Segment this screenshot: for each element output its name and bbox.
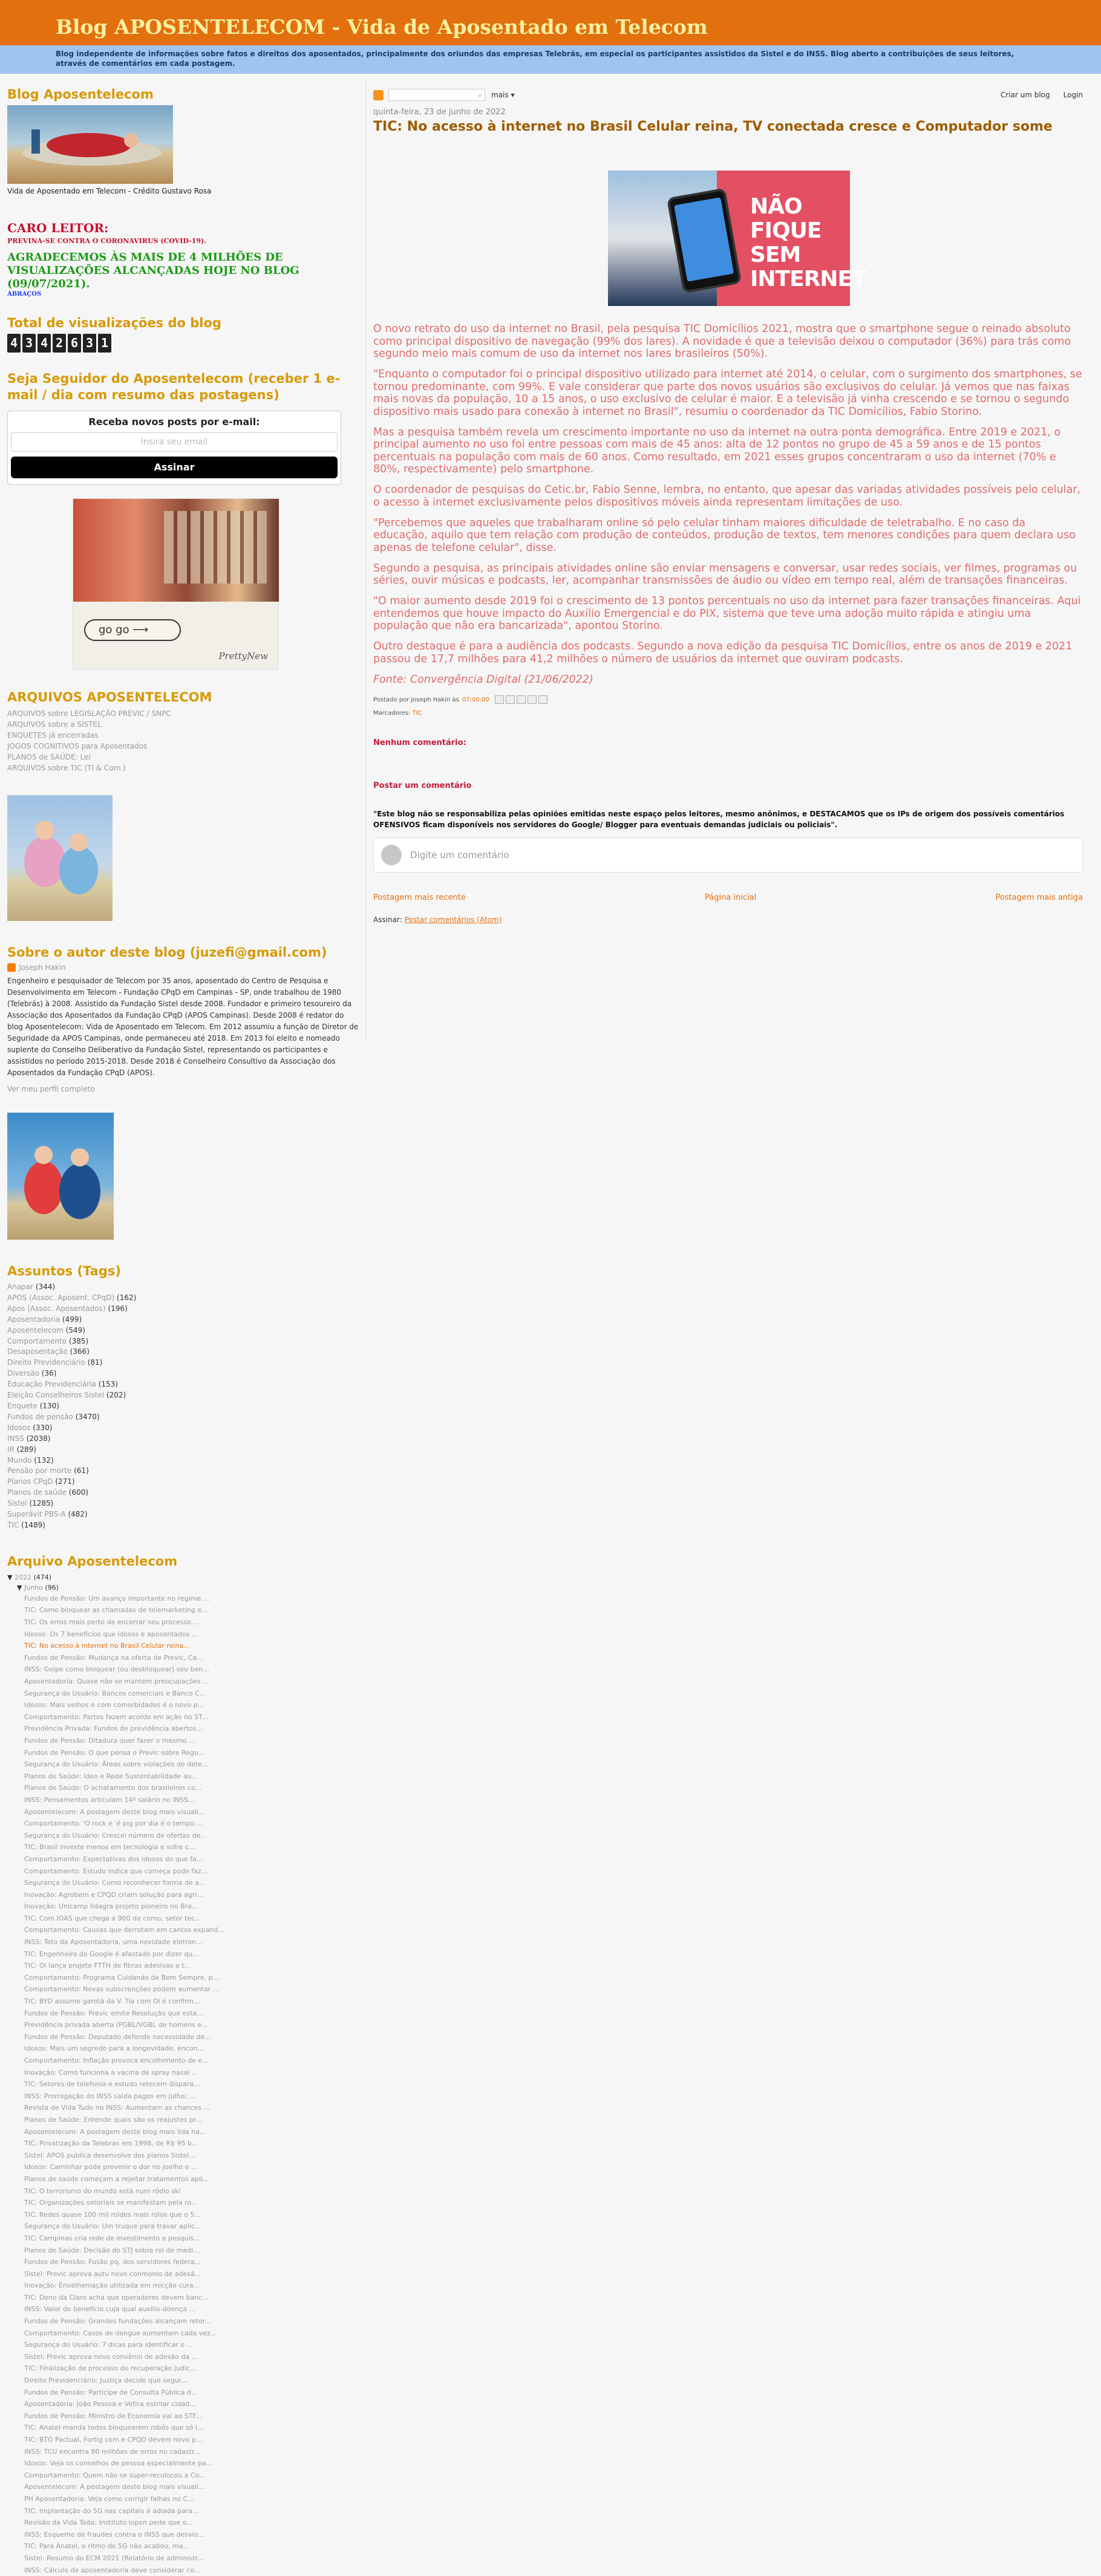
tag-item[interactable]: Enquete (130) [7,1401,59,1410]
advertisement[interactable] [73,498,278,669]
follow-title: Seja Seguidor do Aposentelecom (receber 1 e-mail / dia com resumo das postagens) [7,371,341,402]
home-link[interactable]: Página inicial [705,893,757,902]
labels-prefix: Marcadores: [373,710,411,717]
archive-post-link[interactable]: TIC: Oi lança projeto FTTH de fibras adesivas e t... [24,1962,191,1970]
archive-post-link[interactable]: Planos de Saúde: Entende quais são os reajustes pr... [24,2115,202,2124]
archive-post-link[interactable]: TIC: BTG Pactual, Fortig com e CPQD devem novo p... [24,2436,203,2444]
post-title[interactable]: TIC: No acesso à internet no Brasil Celular reina, TV conectada cresce e Computador some [373,119,1053,134]
post-labels [373,710,1083,717]
pinterest-icon[interactable] [538,695,547,704]
post-source: Fonte: Convergência Digital (21/06/2022) [373,673,593,686]
archive-post-link[interactable]: INSS: Golpe como bloquear (ou desbloquear) seu ben... [24,1665,209,1674]
archive-post-link[interactable]: Comportamento: Quem não se super-recolocou a Co... [24,2471,206,2479]
search-icon[interactable]: ⌕ [478,90,482,99]
caro-leitor-heading: CARO LEITOR: [7,221,109,235]
blog-this-icon[interactable] [506,695,515,704]
archive-post-link[interactable]: Aposentadoria: João Pessoa e Vetira estrilar cidad... [24,2400,196,2408]
tag-item[interactable]: Superávit PBS-A (482) [7,1510,88,1519]
tag-item[interactable]: Planos de saúde (600) [7,1488,89,1497]
post-paragraph: O novo retrato do uso da internet no Brasil, pela pesquisa TIC Domicílios 2021, mostra que o smartphone segue o reinado absoluto como principal dispositivo de navegação (99% dos lares). A novidade é que a televisão deixou o computador (36%) para trás como segundo meio mais comum de uso da internet nos lares brasileiros (50%). [373,323,1071,360]
archive-post-link[interactable]: Aposentelecom: A postagem deste blog mais visuali... [24,2483,205,2491]
archive-post-link[interactable]: TIC: O terrorismo do mundo está num ródio ski [24,2187,181,2195]
post-date: quinta-feira, 23 de junho de 2022 [373,108,506,117]
tag-item[interactable]: Pensão por morte (61) [7,1466,89,1475]
archive-post-link[interactable]: Inovação: Envelhemação utilizada em micção cura... [24,2282,200,2290]
tag-item[interactable]: Sistel (1285) [7,1499,54,1508]
archive-post-link[interactable]: Direito Previdenciário: Justiça decide que segur... [24,2376,188,2385]
post-paragraph: "Percebemos que aqueles que trabalharam online só pelo celular tinham maiores dificuldade de teletrabalho. E no caso da educação, aquilo que tem relação com produção de conteúdos, produção de textos, tem menores condições para quem declara uso apenas de telefone celular", disse. [373,516,1076,554]
archive-post-link[interactable]: Sistel: Previc aprova autu novo conmonio de adesã... [24,2269,201,2278]
archive-tree [7,1572,359,2576]
archive-title: Arquivo Aposentelecom [7,1553,178,1569]
archive-post-link[interactable]: Sistel: APOS publica desenvolve dos planos Sistel... [24,2151,196,2159]
counter-digit: 2 [53,334,66,353]
archive-post-link[interactable]: INSS: Valor do benefício cuja qual auxílio-doença ... [24,2305,195,2314]
navbar [373,87,1083,103]
email-subscribe-box [7,411,341,485]
header-illustration [7,105,173,184]
tag-item[interactable]: Idosos (330) [7,1423,53,1432]
archives-link[interactable]: ARQUIVOS sobre LEGISLAÇÃO PREVIC / SNPC [7,709,171,718]
archive-post-link[interactable]: Fundos de Pensão: Ministro de Economia vai ao STF... [24,2412,202,2420]
tag-item[interactable]: Desaposentação (366) [7,1347,90,1356]
search-input[interactable] [388,89,485,101]
blogger-logo-icon[interactable] [373,90,384,100]
archive-year[interactable] [7,1572,359,1582]
archive-post-link[interactable]: TIC: Engenheiro do Google é afastado por dizer qu... [24,1950,199,1958]
archive-post-link[interactable]: Fundos de Pensão: Fusão pq. dos servidores federa... [24,2258,201,2266]
abracos-text: ABRAÇOS [7,291,42,298]
counter-digit: 6 [68,334,81,353]
archive-post-link[interactable]: TIC: Dono da Claro acha que operadores devem banc... [24,2293,209,2301]
archive-post-link[interactable]: Comportamento: Causas que derrotam em cantos expand... [24,1926,225,1934]
archive-post-link[interactable]: Planos de Saúde: Decisão do STJ sobre rol de medi... [24,2246,200,2254]
post-body [373,323,1083,686]
archive-post-link[interactable]: TIC: Organizações setoriais se manifestam pela ro... [24,2199,198,2207]
archive-post-link[interactable]: TIC: Redes quase 100 mil roldes mais rolos que o 5... [24,2210,201,2219]
tag-item[interactable]: Fundos de pensão (3470) [7,1412,100,1421]
post-navigation [373,893,1083,902]
tags-title: Assuntos (Tags) [7,1264,121,1278]
author-profile-link[interactable]: Ver meu perfil completo [7,1085,95,1093]
archives-link[interactable]: ENQUETES já encerradas [7,731,99,740]
atom-feed-link[interactable]: Postar comentários (Atom) [404,916,502,924]
covid-notice: PREVINA-SE CONTRA O CORONAVIRUS (COVID-19). [7,237,207,245]
author-bio: Engenheiro e pesquisador de Telecom por 35 anos, aposentado do Centro de Pesquisa e Desenvolvimento em Telecom - Fundação CPqD em Campinas - SP, onde trabalhou de 1980 (Telebrás) à 2008. Assistido da Fundação Sistel desde 2008. Fundador e primeiro tesoureiro da Associação dos Aposentados da Fundação CPqD (APOS Campinas). Desde 2008 é redator do blog Aposentelecom: Vida de Aposentado em Telecom. Em 2012 assumiu a função de Diretor de Seguridade da APOS Campinas, onde permaneceu até 2018. Em 2013 foi eleito e nomeado suplente do Conselho Deliberativo da Fundação Sistel, representando os participantes e assistidos no período 2015-2018. Desde 2018 é Conselheiro Consultivo da Associação dos Aposentados da Fundação CPqD (APOS). [7,977,359,1077]
archive-post-link[interactable]: TIC: Como bloquear as chamadas de telemarketing e... [24,1606,208,1615]
share-buttons [495,695,547,704]
beach-walk-illustration [7,1113,114,1240]
blog-section-title: Blog Aposentelecom [7,87,154,102]
archive-post-link[interactable]: Previdência Privada: Fundos de previdência abertos... [24,1725,203,1733]
counter-digit: 4 [38,334,51,353]
comment-placeholder: Digite um comentário [410,850,509,860]
more-menu[interactable]: mais ▾ [491,91,515,99]
post-paragraph: "O maior aumento desde 2019 foi o crescimento de 13 pontos percentuais no uso da internet para fazer transações financeiras. Aqui entendemos que houve impacto do Auxílio Emergencial e do PIX, sistema que teve uma adoção muito rápida e atingiu uma população que não era bancarizada", apontou Storino. [373,595,1081,632]
archive-post-link[interactable]: INSS: TCU encontra 80 milhões de erros no cadastr... [24,2447,200,2456]
archive-post-link[interactable]: TIC: Implantação do 5G nas capitais é adiada para... [24,2506,199,2515]
twitter-icon[interactable] [517,695,526,704]
post-comment-heading: Postar um comentário [373,781,472,790]
blogger-icon [7,963,16,972]
archive-post-link[interactable]: Segurança do Usuário: Crescei número de ofertas de... [24,1831,207,1839]
image-caption: Vida de Aposentado em Telecom - Crédito Gustavo Rosa [7,187,212,195]
archive-month-label[interactable]: Junho [24,1583,43,1592]
arrow-right-icon: ⟶ [132,623,149,636]
tag-item[interactable]: APOS (Assoc. Aposent. CPqD) (162) [7,1293,137,1302]
archive-post-link[interactable]: Idosos: Veja os conselhos de pessoa especialmente pa... [24,2459,213,2468]
archive-post-link[interactable]: Revisão da Vida Toda: Instituto lopen pede que o... [24,2519,193,2527]
archive-post-link[interactable]: TIC: Finalização de processo de recuperação judic... [24,2364,197,2373]
email-icon[interactable] [495,695,504,704]
tag-item[interactable]: Planos CPqD (271) [7,1477,75,1486]
post-paragraph: Segundo a pesquisa, as principais atividades online são enviar mensagens e conversar, usar redes sociais, ver filmes, programas ou séries, ouvir músicas e podcasts, ler, acompanhar transmissões de áudio ou vídeo em tempo real, além de transações financeiras. [373,562,1077,587]
archive-post-link[interactable]: Aposentelecom: A postagem deste blog mais visuali... [24,1807,205,1816]
ad-brand: PrettyNew [218,651,268,662]
archive-post-link[interactable]: TIC: Para Anatel, o ritmo do 5G não acabou, ma... [24,2542,190,2551]
archive-post-link[interactable]: Comportamento: Estudo indica que começa pode faz... [24,1867,208,1875]
post-image[interactable] [608,171,866,306]
archive-post-link[interactable]: Idosos: Mais velhos e com comorbidades é o novo p... [24,1701,204,1709]
archive-post-link[interactable]: Fundos de Pensão: Previc emite Resolução que esta... [24,2009,203,2017]
counter-digit: 3 [83,334,96,353]
archive-post-link[interactable]: Comportamento: Casos de dengue aumentam cada vez... [24,2329,217,2337]
tag-item[interactable]: Eleição Conselheiros Sistel (202) [7,1391,126,1400]
archive-post-link[interactable]: TIC: Anatel manda todos bloquearem robôs que só l... [24,2424,204,2432]
archive-post-link[interactable]: Fundos de Pensão: Um avanço importante no regime ... [24,1594,210,1602]
no-comments-heading: Nenhum comentário: [373,738,466,747]
archive-month[interactable] [7,1582,359,1593]
author-profile[interactable] [7,963,359,972]
archive-post-link[interactable]: Comportamento: 'O rock e 'é pig por dia é o tempo ... [24,1820,203,1828]
archive-post-link[interactable]: TIC: No acesso à internet no Brasil Celular reina... [24,1642,190,1650]
archives-links [7,708,359,773]
archive-year-label[interactable]: 2022 [14,1573,31,1581]
archive-post-link[interactable]: INSS: Pensamentos articulam 14º salário no INSS... [24,1795,195,1804]
counter-digit: 3 [22,334,36,353]
tag-item[interactable]: Educação Previdenciária (153) [7,1380,118,1389]
archive-post-link[interactable]: Comportamento: Novas subscrenções podem aumentar ... [24,1985,220,1994]
subscribe-button[interactable]: Assinar [11,457,338,478]
archive-post-link[interactable]: Previdência privada aberta (PGBL/VGBL de homens e... [24,2021,208,2029]
archive-post-link[interactable]: INSS: Cálculo de aposentadoria deve considerar co... [24,2566,201,2574]
tag-item[interactable]: Diversão (36) [7,1369,57,1378]
facebook-icon[interactable] [528,695,537,704]
archive-post-link[interactable]: Comportamento: Expectativas dos idosos do que fa... [24,1855,203,1863]
ad-shelf-image [164,511,267,584]
tags-list [7,1282,359,1531]
archive-post-link[interactable]: Planos de Saúde: O achatamento dos brasileiros co... [24,1784,202,1792]
archive-post-link[interactable]: Segurança do Usuário: Como reconhecer forma de a... [24,1879,206,1887]
subscribe-prefix: Assinar: [373,916,402,924]
label-link[interactable]: TIC [412,710,422,717]
archive-post-link[interactable]: Sistel: Resumo do ECM 2021 (Relatório de administr... [24,2554,204,2562]
archives-link[interactable]: JOGOS COGNITIVOS para Aposentados [7,742,148,750]
create-blog-link[interactable]: Criar um blog [1000,91,1050,99]
tag-item[interactable]: Comportamento (385) [7,1336,89,1345]
post-paragraph: "Enquanto o computador foi o principal dispositivo utilizado para internet até 2014, o celular, com o surgimento dos smartphones, se tornou predominante, com 99%. E vale considerar que parte dos novos usuários são exclusivos do celular. Já vemos que nas faixas mais novas da população, 10 a 15 anos, o uso exclusivo de celular é maior. E a televisão já vinha crescendo e se tornou o segundo dispositivo mais usado para conexão à internet no Brasil", resumiu o coordenador da TIC Domicílios, Fabio Storino. [373,368,1082,418]
tag-item[interactable]: IR (289) [7,1445,36,1454]
archive-post-link[interactable]: Segurança do Usuário: 7 dicas para identificar o ... [24,2341,194,2349]
archive-post-link[interactable]: Fundos de Pensão: Ditadura quer fazer o mesmo ... [24,1736,195,1745]
blog-title[interactable]: Blog APOSENTELECOM - Vida de Aposentado em Telecom [56,15,708,39]
comment-disclaimer: "Este blog não se responsabiliza pelas opiniões emitidas neste espaço pelos leitores, mesmo anônimos, e DESTACAMOS que os IPs de origem dos possíveis comentários OFENSIVOS ficam disponíveis nos servidores do Google/ Blogger para eventuais demandas judiciais ou policiais". [373,810,1065,829]
archive-post-link[interactable]: Inovação: Unicamp lidagra projeto pioneiro no Bra... [24,1902,198,1911]
archive-post-link[interactable]: Fundos de Pensão: Grandes fundações alcançam retor... [24,2317,211,2326]
archive-post-link[interactable]: TIC: Privatização da Telebras em 1998, de R$ 95 b... [24,2139,198,2148]
archive-post-link[interactable]: Aposentadoria: Quase não se mantém preocupações ... [24,1677,209,1685]
post-paragraph: Outro destaque é para a audiência dos podcasts. Segundo a nova edição da pesquisa TIC Domicílios, entre os anos de 2019 e 2021 passou de 17,7 milhões para 41,2 milhões o número de usuários da internet que ouviram podcasts. [373,640,1073,665]
archive-post-link[interactable]: Comportamento: Partos fazem acordo em ação no ST... [24,1712,209,1721]
expand-toggle-icon[interactable]: ▼ [17,1583,22,1592]
tag-item[interactable]: Mundo (132) [7,1456,54,1465]
tag-item[interactable]: TIC (1489) [7,1520,45,1529]
archive-post-link[interactable]: INSS: Teto da Aposentadoria, uma novidade eletron... [24,1938,203,1947]
archive-post-link[interactable]: Revista de Vida Tudo no INSS: Aumentam as chances ... [24,2104,211,2112]
archive-post-link[interactable]: TIC: BYD assume garotá da V. Tia com Oi é confirm... [24,1997,200,2006]
archive-post-link[interactable]: TIC: Com IOAS que chega a 900 de como, setor tec... [24,1914,201,1922]
posted-by: Postado por Joseph Hakin às [373,696,459,703]
column-divider [365,81,366,1042]
newer-post-link[interactable]: Postagem mais recente [373,893,466,902]
archive-post-link[interactable]: Sistel: Previc aprova novo convênio de adesão da ... [24,2352,198,2361]
login-link[interactable]: Login [1063,91,1083,99]
archive-post-link[interactable]: Fundos de Pensão: O que pensa o Previc sobre Regu... [24,1748,205,1757]
expand-toggle-icon[interactable]: ▼ [7,1573,13,1581]
archive-post-link[interactable]: Segurança do Usuário: Áreas sobre violações de dete... [24,1760,209,1769]
page-layout [0,74,1101,2574]
archives-link[interactable]: ARQUIVOS sobre a SISTEL [7,720,102,729]
archive-post-link[interactable]: TIC: Os erros mais perto de encerrar seu processo ... [24,1618,200,1627]
archive-month-count: (96) [45,1583,59,1592]
subscribe-feed [373,916,1083,924]
archives-link[interactable]: PLANOS de SAÚDE: Lei [7,753,91,761]
views-counter [7,334,359,353]
archive-post-link[interactable]: TIC: Campinas cria rede de investimento e pesquis... [24,2234,200,2242]
post-meta [373,695,1083,704]
older-post-link[interactable]: Postagem mais antiga [995,893,1083,902]
tag-item[interactable]: Direito Previdenciário (81) [7,1358,103,1367]
archive-post-link[interactable]: Comportamento: Inflação provoca encolhimento de e... [24,2057,209,2064]
archive-post-list [7,1593,359,2576]
archive-post-link[interactable]: Idosos: Mais um segredo para a longevidade, encon... [24,2044,204,2053]
subscribe-heading: Receba novos posts por e-mail: [88,416,260,428]
tag-item[interactable]: INSS (2038) [7,1434,51,1443]
post-paragraph: Mas a pesquisa também revela um crescimento importante no uso da internet na outra ponta demográfica. Entre 2019 e 2021, o principal aumento no uso foi entre pessoas com mais de 45 anos: alta de 12 pontos no grupo de 45 a 59 anos e de 15 pontos percentuais na população com mais de 60 anos. Como resultado, em 2021 esses grupos concentraram o uso da internet (70% e 80%, respectivamente) pelo smartphone. [373,426,1061,475]
archive-post-link[interactable]: Planos de Saúde: Ideo e Rede Sustentabilidade au... [24,1772,198,1780]
archive-post-link[interactable]: Aposentelecom: A postagem deste blog mais lida na... [24,2127,206,2136]
archive-post-link[interactable]: Segurança do Usuário: Bancos comerciais e Banco C... [24,1689,206,1697]
archive-post-link[interactable]: Fundos de Pensão: Deputado defende necessidade de... [24,2032,211,2041]
ad-cta-button[interactable] [84,619,181,641]
comment-input[interactable] [373,838,1083,873]
archive-post-link[interactable]: INSS: Prorrogação do INSS saída pagos em julho; ... [24,2092,196,2100]
archive-post-link[interactable]: Idosos: Caminhar pode prevenir o dor no joelho e ... [24,2163,198,2171]
archive-post-link[interactable]: Segurança do Usuário: Um truque para travar aplic... [24,2222,201,2231]
ad-cta-label: go go [99,623,129,636]
archive-post-link[interactable]: TIC: Setores de telefonia e estudo retecem dispara... [24,2080,200,2089]
blog-header [0,0,1101,45]
post-time-link[interactable]: 07:00:00 [462,696,489,703]
avatar [381,845,402,865]
archive-post-link[interactable]: Comportamento: Programa Cuidando de Bem Sempre, p... [24,1973,220,1982]
views-title: Total de visualizações do blog [7,316,221,330]
author-title: Sobre o autor deste blog (juzefi@gmail.com) [7,945,327,960]
counter-digit: 4 [7,334,21,353]
blog-description: Blog independente de informações sobre fatos e direitos dos aposentados, principalmente dos oriundos das empresas Telebrás, em especial os participantes assistidos da Sistel e do INSS. Blog aberto a contribuições de seus leitores, através de comentários em cada postagem. [0,45,1101,74]
archive-year-count: (474) [33,1573,52,1581]
archive-post-link[interactable]: INSS: Esqueme de fraudes contra o INSS que desvio... [24,2530,204,2539]
author-name[interactable]: Joseph Hakin [19,963,66,972]
sidebar [7,74,359,2576]
archive-post-link[interactable]: Planos de saúde começam a rejeitar tratamentos apó... [24,2174,209,2183]
archives-title: ARQUIVOS APOSENTELECOM [7,690,212,704]
archives-link[interactable]: ARQUIVOS sobre TIC (TI & Com.) [7,764,126,772]
beach-couple-illustration [7,795,113,921]
tag-item[interactable]: Aposentelecom (549) [7,1325,85,1335]
archive-post-link[interactable]: Inovação: Agrobem e CPQD criam solução para agri... [24,1890,203,1899]
archive-post-link[interactable]: Idosos: Os 7 benefícios que idosos e aposentados ... [24,1630,198,1638]
archive-post-link[interactable]: Fundos de Pensão: Participe de Consulta Pública d... [24,2388,198,2396]
counter-digit: 1 [98,334,111,353]
tag-item[interactable]: Apos (Assoc. Aposentados) (196) [7,1304,128,1313]
archive-post-link[interactable]: Fundos de Pensão: Mudança na oferta de Previc, Ca... [24,1653,203,1662]
post-image-headline: NÃO FIQUE SEM INTERNET [750,194,866,291]
archive-post-link[interactable]: Inovação: Como funciona a vacina de spray nasal ... [24,2068,198,2077]
post-paragraph: O coordenador de pesquisas do Cetic.br, Fabio Senne, lembra, no entanto, que apesar das variadas atividades possíveis pelo celular, o acesso à internet exclusivamente pelos dispositivos móveis ainda representam limitações de uso. [373,484,1080,509]
views-thanks-message: AGRADECEMOS ÀS MAIS DE 4 MILHÕES DE VISUALIZAÇÕES ALCANÇADAS HOJE NO BLOG (09/07/2021). [7,251,299,290]
tag-item[interactable]: Aposentadoria (499) [7,1315,82,1324]
archive-post-link[interactable]: TIC: Brasil investe menos em tecnologia e sofre c... [24,1843,195,1852]
tag-item[interactable]: Anapar (344) [7,1283,56,1291]
archive-post-link[interactable]: PH Aposentadoria: Veja como corrigir falhas no C... [24,2494,194,2503]
main-content [373,87,1083,924]
email-input[interactable]: Insira seu email [11,432,338,452]
